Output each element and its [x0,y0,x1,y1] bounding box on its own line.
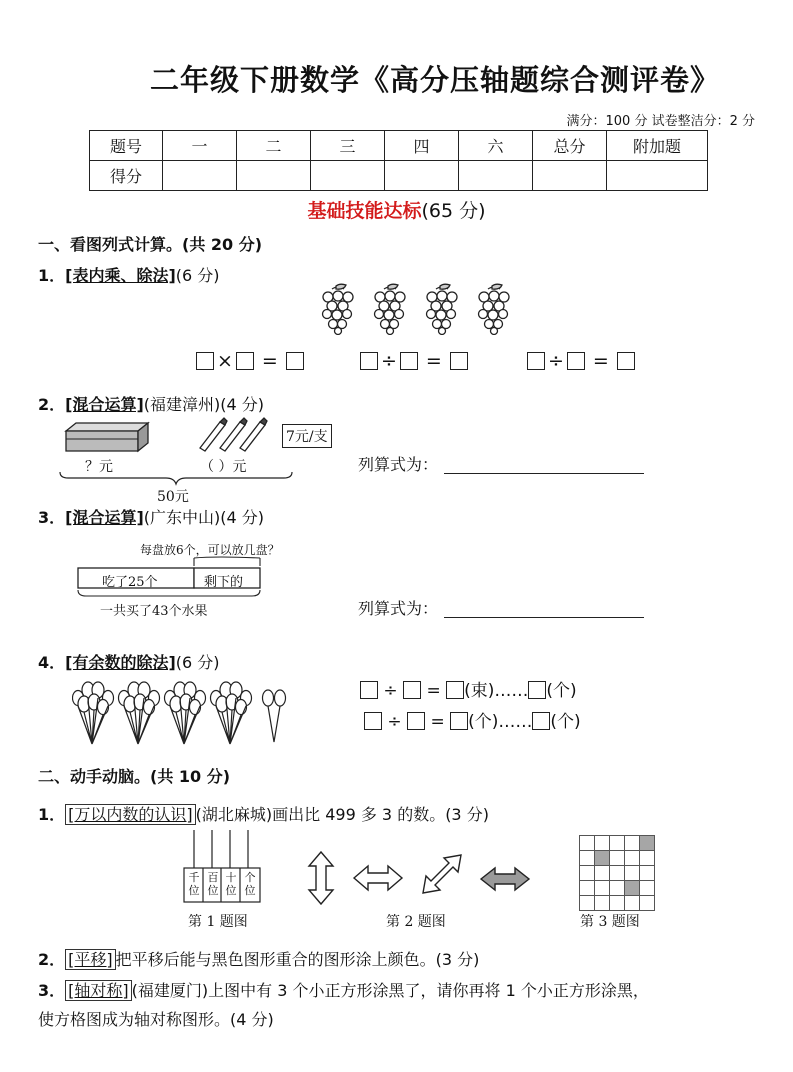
total-amount: 50元 [157,489,189,505]
grid-cell[interactable] [580,866,595,881]
grid-cell[interactable] [595,836,610,851]
q-tag: [万以内数的认识] [65,804,196,825]
score-table-score-row [90,161,708,191]
abacus-label-thousands: 千位 [188,871,200,897]
grid-cell-dark[interactable] [625,881,640,896]
grid-cell[interactable] [640,866,655,881]
q3-question: 每盘放6个，可以放几盘？ [140,543,280,557]
part2-heading: 二、动手动脑。(共 10 分) [38,767,231,786]
score-table-header-row [90,131,708,161]
part1-heading: 一、看图列式计算。(共 20 分) [38,235,263,254]
grid-cell[interactable] [580,851,595,866]
q4-line-1: ÷ = (束)…… (个) [360,676,577,701]
abacus-label-tens: 十位 [225,871,237,897]
score-cell: 二 [237,131,311,161]
q1-formula-3: ÷ = [527,350,635,372]
balloon-bunch-icon [73,682,114,744]
answer-box[interactable] [532,712,550,730]
answer-box[interactable] [450,352,468,370]
score-cell: 一 [163,131,237,161]
answer-box[interactable] [567,352,585,370]
total-fruit-label: 一共买了43个水果 [100,604,208,619]
score-table [89,130,708,191]
eaten-label: 吃了25个 [102,575,158,590]
grid-cell[interactable] [610,896,625,911]
p2-q3-title: 3． [轴对称] (福建厦门)上图中有 3 个小正方形涂黑了，请你再将 1 个小正方形涂黑， [38,981,649,1000]
score-input-cell[interactable] [163,161,237,191]
grape-bunch-icon [323,284,354,334]
score-input-cell[interactable] [385,161,459,191]
q-tag: [混合运算] [65,395,144,414]
balloon-pair-icon [263,690,286,742]
pencil-case-icon [62,417,152,457]
q-tag: [平移] [65,949,116,970]
answer-box[interactable] [286,352,304,370]
section-header-score: (65 分) [421,200,486,222]
answer-box[interactable] [400,352,418,370]
grid-cell[interactable] [640,881,655,896]
horizontal-double-arrow-shaded[interactable] [479,865,531,893]
grid-cell[interactable] [625,836,640,851]
grid-cell[interactable] [610,836,625,851]
q2-title: 2．[混合运算](福建漳州)(4 分) [38,395,265,414]
abacus-label-hundreds: 百位 [207,871,219,897]
q-score: (6 分) [175,266,220,285]
q-tag: [混合运算] [65,508,144,527]
grid-cell[interactable] [640,851,655,866]
grid-cell[interactable] [595,866,610,881]
grid-cell-dark[interactable] [640,836,655,851]
answer-line[interactable] [444,599,644,618]
q-tag: [轴对称] [65,980,132,1001]
answer-box[interactable] [527,352,545,370]
grid-cell[interactable] [580,836,595,851]
p2-q1-title: 1． [万以内数的认识] (湖北麻城)画出比 499 多 3 的数。(3 分) [38,805,489,824]
grid-cell[interactable] [625,851,640,866]
q2-answer: 列算式为： [358,452,644,475]
q1-title [38,263,220,286]
p2-q2-title: 2． [平移] 把平移后能与黑色图形重合的图形涂上颜色。(3 分) [38,950,480,969]
score-input-cell[interactable] [237,161,311,191]
answer-box[interactable] [528,681,546,699]
q-tag: [有余数的除法] [65,653,176,672]
price-tag: 7元/支 [282,424,332,448]
answer-box[interactable] [360,681,378,699]
score-input-cell[interactable] [607,161,708,191]
q4-line-2: ÷ = (个)…… (个) [364,707,581,732]
pens-icon [196,416,276,452]
answer-line[interactable] [444,455,644,474]
score-cell-label: 得分 [90,161,163,191]
answer-box[interactable] [407,712,425,730]
score-cell: 总分 [533,131,607,161]
balloons-illustration [72,680,297,748]
vertical-double-arrow[interactable] [306,850,336,906]
score-input-cell[interactable] [533,161,607,191]
answer-box[interactable] [450,712,468,730]
score-cell: 三 [311,131,385,161]
q-number: 1． [38,266,66,285]
score-input-cell[interactable] [459,161,533,191]
q3-answer: 列算式为： [358,596,644,619]
grid-cell-dark[interactable] [595,851,610,866]
grid-cell[interactable] [610,881,625,896]
q-tag: [表内乘、除法] [65,266,176,285]
caption-fig1: 第 1 题图 [188,914,248,930]
grid-cell[interactable] [610,866,625,881]
q1-formula-2: ÷ = [360,350,468,372]
answer-box[interactable] [617,352,635,370]
grid-cell[interactable] [610,851,625,866]
q1-formula-1: × = [196,350,304,372]
section-header-title: 基础技能达标 [307,200,422,222]
grapes-illustration [318,283,518,335]
answer-box[interactable] [446,681,464,699]
caption-fig2: 第 2 题图 [386,914,446,930]
p2-q3-text-cont: 使方格图成为轴对称图形。(4 分) [38,1010,274,1029]
symmetry-grid[interactable] [579,835,655,911]
diagonal-double-arrow[interactable] [420,852,464,896]
horizontal-double-arrow[interactable] [352,863,404,893]
answer-box[interactable] [360,352,378,370]
pencil-case-price: ？元 [85,459,113,475]
grid-cell[interactable] [580,881,595,896]
remaining-label: 剩下的 [204,575,244,590]
grid-cell[interactable] [595,896,610,911]
grid-cell[interactable] [595,881,610,896]
grid-cell[interactable] [625,866,640,881]
score-info: 满分：100 分 试卷整洁分：2 分 [566,114,755,129]
answer-box[interactable] [364,712,382,730]
q3-title: 3．[混合运算](广东中山)(4 分) [38,508,265,527]
score-input-cell[interactable] [311,161,385,191]
pens-price: （ ）元 [200,459,247,475]
grid-cell[interactable] [625,896,640,911]
score-cell-label: 题号 [90,131,163,161]
page-title: 二年级下册数学《高分压轴题综合测评卷》 [150,63,721,97]
score-cell: 附加题 [607,131,708,161]
total-brace [58,470,294,486]
abacus-label-ones: 个位 [244,871,256,897]
score-cell: 六 [459,131,533,161]
score-cell: 四 [385,131,459,161]
answer-box[interactable] [196,352,214,370]
q4-title: 4．[有余数的除法](6 分) [38,653,220,672]
caption-fig3: 第 3 题图 [580,914,640,930]
answer-box[interactable] [236,352,254,370]
section-header [0,196,793,223]
grid-cell[interactable] [640,896,655,911]
grid-cell[interactable] [580,896,595,911]
answer-box[interactable] [403,681,421,699]
